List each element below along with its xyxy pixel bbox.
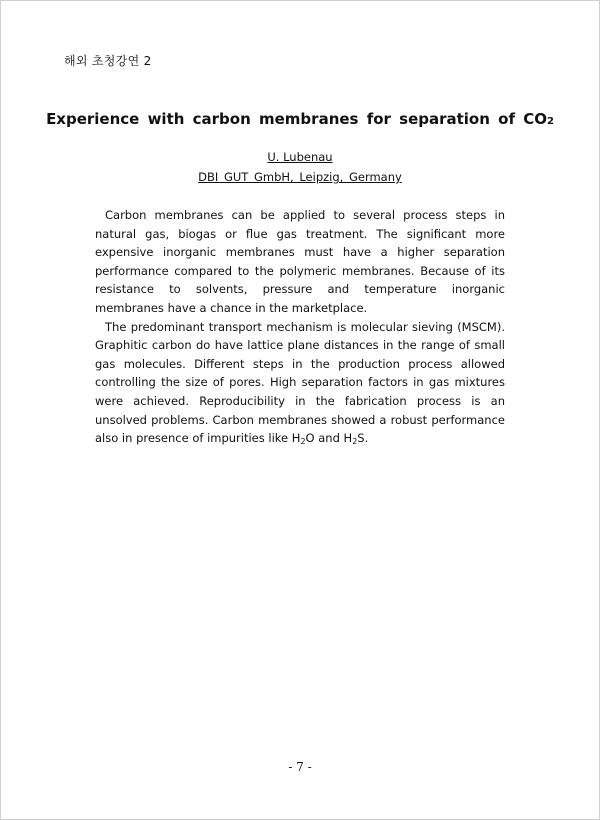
- page-number: - 7 -: [288, 760, 312, 774]
- author-name-text: U. Lubenau: [267, 150, 333, 164]
- affiliation-text: DBI GUT GmbH, Leipzig, Germany: [198, 170, 402, 184]
- author-affiliation: [0, 170, 600, 184]
- paragraph-1: Carbon membranes can be applied to several process steps in natural gas, biogas or flue gas treatment. The significant more expensive inorganic membranes must have a higher separation performance compared to the polymeric membranes. Because of its resistance to solvents, pressure and temperature inorganic membranes have a chance in the marketplace.: [95, 208, 505, 315]
- formula-h2o: [292, 431, 315, 445]
- title-subscript: 2: [546, 116, 554, 127]
- title-text: Experience with carbon membranes for separation of CO: [46, 110, 547, 128]
- paragraph-2-text: The predominant transport mechanism is molecular sieving (MSCM). Graphitic carbon do have lattice plane distances in the range of small gas molecules. Different steps in the production process allowed controlling the size of pores. High separation factors in gas mixtures were achieved. Reproducibility in the fabrication process is an unsolved problems. Carbon membranes showed a robust performance also in presence of impurities like: [95, 319, 505, 446]
- abstract-body: [95, 206, 505, 448]
- h2o-subscript: 2: [300, 437, 306, 447]
- formula-h2s: [344, 431, 369, 445]
- h2o-o: O: [305, 431, 315, 446]
- h2s-h: H: [343, 431, 353, 446]
- paragraph-2: [95, 318, 505, 448]
- h2s-s: S.: [357, 431, 369, 446]
- and-word: and: [318, 431, 340, 446]
- author-name: [0, 150, 600, 164]
- section-header: 해외 초청강연 2: [64, 54, 152, 68]
- h2o-h: H: [291, 431, 301, 446]
- paper-title: [0, 110, 600, 128]
- h2s-subscript: 2: [352, 437, 358, 447]
